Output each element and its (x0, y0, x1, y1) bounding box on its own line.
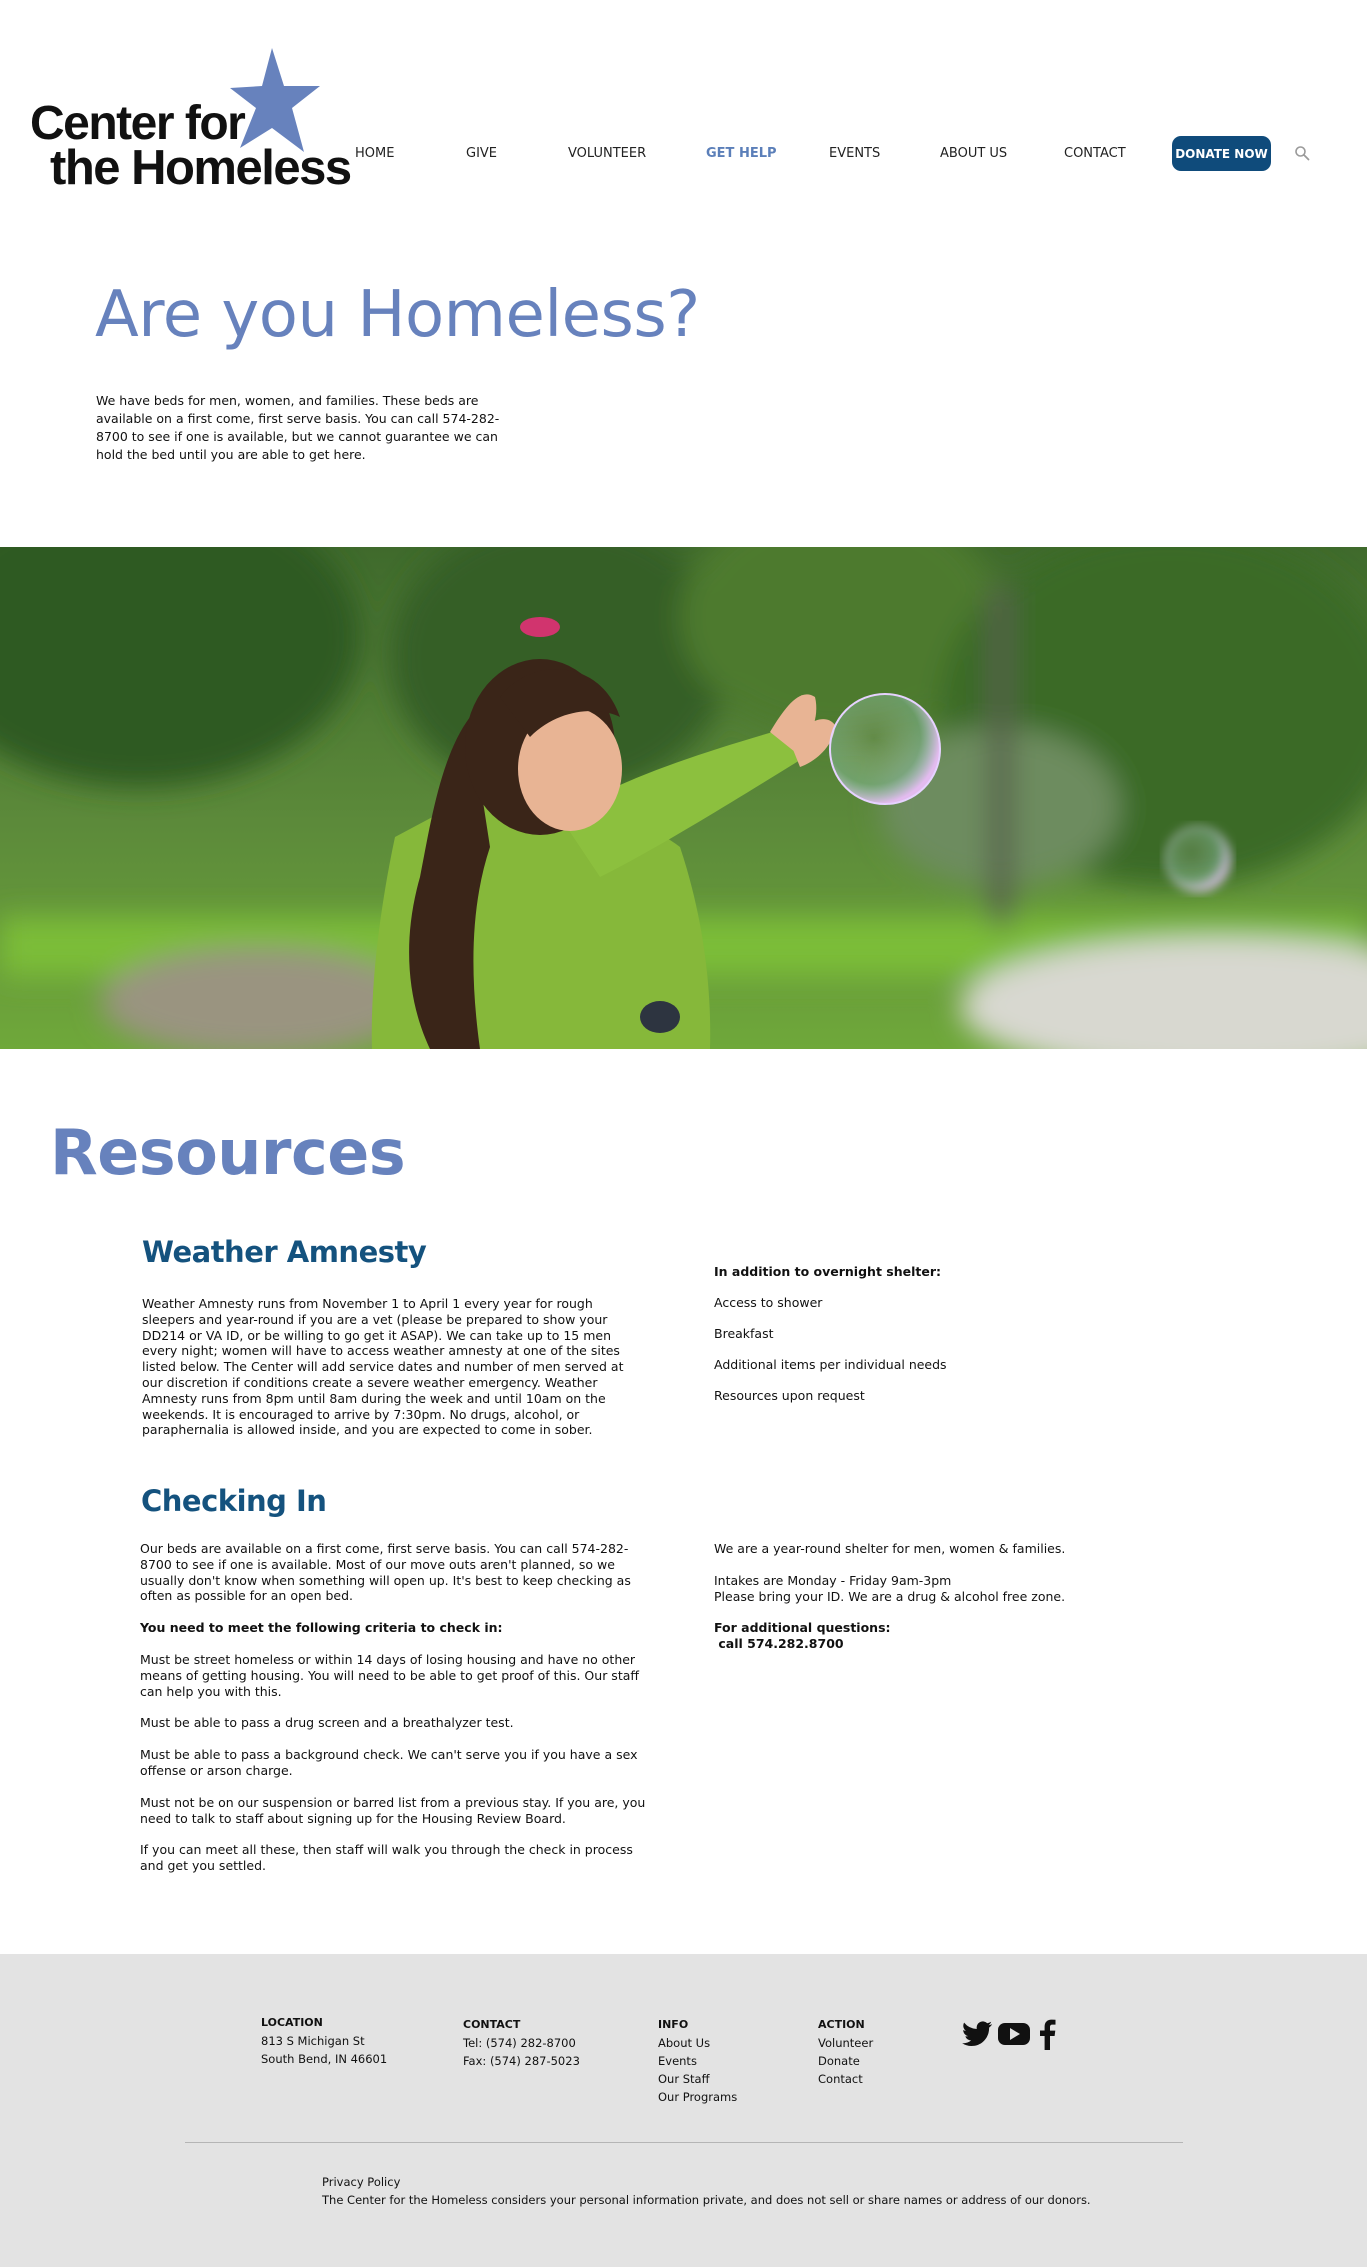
footer-fax: Fax: (574) 287-5023 (463, 2054, 580, 2068)
bring-id-note: Please bring your ID. We are a drug & alcohol free zone. (714, 1588, 1066, 1604)
list-item: Breakfast (714, 1326, 774, 1341)
weather-amnesty-text: Weather Amnesty runs from November 1 to April 1 every year for rough sleepers and year-round if you are a vet (please be prepared to show your DD214 or VA ID, or be willing to go get it ASAP). We can take up to 15 men every night; women will have to access weather amnesty at one of the sites listed below. The Center will add service dates and number of men served at our discretion if conditions create a severe weather emergency. Weather Amnesty runs from 8pm until 8am during the week and until 10am on the weekends. It is encouraged to arrive by 7:30pm. No drugs, alcohol, or paraphernalia is allowed inside, and you are expected to come in sober. (142, 1296, 624, 1438)
criteria-item: Must be street homeless or within 14 days of losing housing and have no other means of getting housing. You will need to be able to get proof of this. Our staff can help you with this. (140, 1651, 639, 1699)
hero-intro-text: We have beds for men, women, and families. These beds are available on a first come, first serve basis. You can call 574-282-8700 to see if one is available, but we cannot guarantee we can hold the bed until you are able to get here. (96, 393, 500, 462)
call-number: call 574.282.8700 (714, 1636, 844, 1652)
list-item: Resources upon request (714, 1388, 865, 1403)
footer-link-events[interactable]: Events (658, 2054, 697, 2068)
checking-in-intro: Our beds are available on a first come, first serve basis. You can call 574-282-8700 to see if one is available. Most of our move outs aren't planned, so we usually don't know when something will open up. It's best to keep checking as often as possible for an open bed. (140, 1541, 631, 1604)
criteria-item: Must not be on our suspension or barred list from a previous stay. If you are, you need to talk to staff about signing up for the Housing Review Board. (140, 1794, 646, 1826)
footer-link-about-us[interactable]: About Us (658, 2036, 711, 2050)
page-title: Are you Homeless? (95, 278, 700, 352)
nav-home[interactable]: HOME (355, 146, 395, 161)
footer-info (658, 2016, 737, 2106)
shelter-info (714, 1541, 1134, 1652)
nav-give[interactable]: GIVE (466, 146, 498, 161)
privacy-policy-link[interactable]: Privacy Policy (322, 2175, 401, 2189)
footer-info-heading: INFO (658, 2018, 689, 2031)
footer-contact (463, 2016, 580, 2070)
footer-location-heading: LOCATION (261, 2016, 323, 2029)
nav-get-help[interactable]: GET HELP (706, 146, 777, 161)
footer-city: South Bend, IN 46601 (261, 2052, 388, 2066)
footer-link-our-programs[interactable]: Our Programs (658, 2090, 738, 2104)
footer-link-donate[interactable]: Donate (818, 2054, 860, 2068)
resources-title: Resources (50, 1116, 406, 1189)
search-icon[interactable] (1294, 145, 1310, 161)
list-item: Access to shower (714, 1295, 823, 1310)
logo-text-line1: Center for (30, 97, 245, 150)
nav-about-us[interactable]: ABOUT US (940, 146, 1008, 161)
footer-tel: Tel: (574) 282-8700 (463, 2036, 576, 2050)
weather-amnesty-heading: Weather Amnesty (142, 1235, 427, 1269)
overnight-shelter-list (714, 1264, 1074, 1419)
hero-photo (0, 547, 1367, 1049)
main-nav (0, 137, 1367, 171)
overnight-shelter-heading: In addition to overnight shelter: (714, 1264, 941, 1279)
footer-location (261, 2014, 387, 2068)
privacy-section (322, 2173, 1091, 2209)
footer-action (818, 2016, 873, 2088)
site-footer (0, 1954, 1367, 2267)
footer-contact-heading: CONTACT (463, 2018, 521, 2031)
footer-link-contact[interactable]: Contact (818, 2072, 863, 2086)
criteria-item: Must be able to pass a drug screen and a breathalyzer test. (140, 1715, 514, 1731)
youtube-icon[interactable] (997, 2018, 1031, 2050)
footer-link-our-staff[interactable]: Our Staff (658, 2072, 710, 2086)
nav-events[interactable]: EVENTS (829, 146, 881, 161)
donate-button[interactable]: DONATE NOW (1172, 136, 1271, 171)
footer-street: 813 S Michigan St (261, 2034, 365, 2048)
checking-in-heading: Checking In (141, 1484, 327, 1518)
checking-in-section (140, 1541, 650, 1890)
child-with-bubbles-illustration (0, 547, 1367, 1049)
nav-volunteer[interactable]: VOLUNTEER (568, 146, 647, 161)
footer-divider (185, 2142, 1183, 2143)
twitter-icon[interactable] (961, 2018, 993, 2050)
footer-action-heading: ACTION (818, 2018, 865, 2031)
footer-link-volunteer[interactable]: Volunteer (818, 2036, 874, 2050)
nav-contact[interactable]: CONTACT (1064, 146, 1126, 161)
list-item: Additional items per individual needs (714, 1357, 947, 1372)
logo-text-line2: the Homeless (50, 141, 351, 195)
criteria-item: Must be able to pass a background check. We can't serve you if you have a sex offense or arson charge. (140, 1747, 638, 1778)
facebook-icon[interactable] (1036, 2018, 1058, 2050)
privacy-text: The Center for the Homeless considers your personal information private, and does not sell or share names or address of our donors. (322, 2193, 1091, 2207)
criteria-heading: You need to meet the following criteria to check in: (140, 1620, 503, 1636)
intake-hours: Intakes are Monday - Friday 9am-3pm (714, 1572, 952, 1588)
shelter-info-line: We are a year-round shelter for men, women & families. (714, 1541, 1066, 1556)
questions-heading: For additional questions: (714, 1620, 891, 1636)
criteria-item: If you can meet all these, then staff will walk you through the check in process and get you settled. (140, 1842, 633, 1874)
